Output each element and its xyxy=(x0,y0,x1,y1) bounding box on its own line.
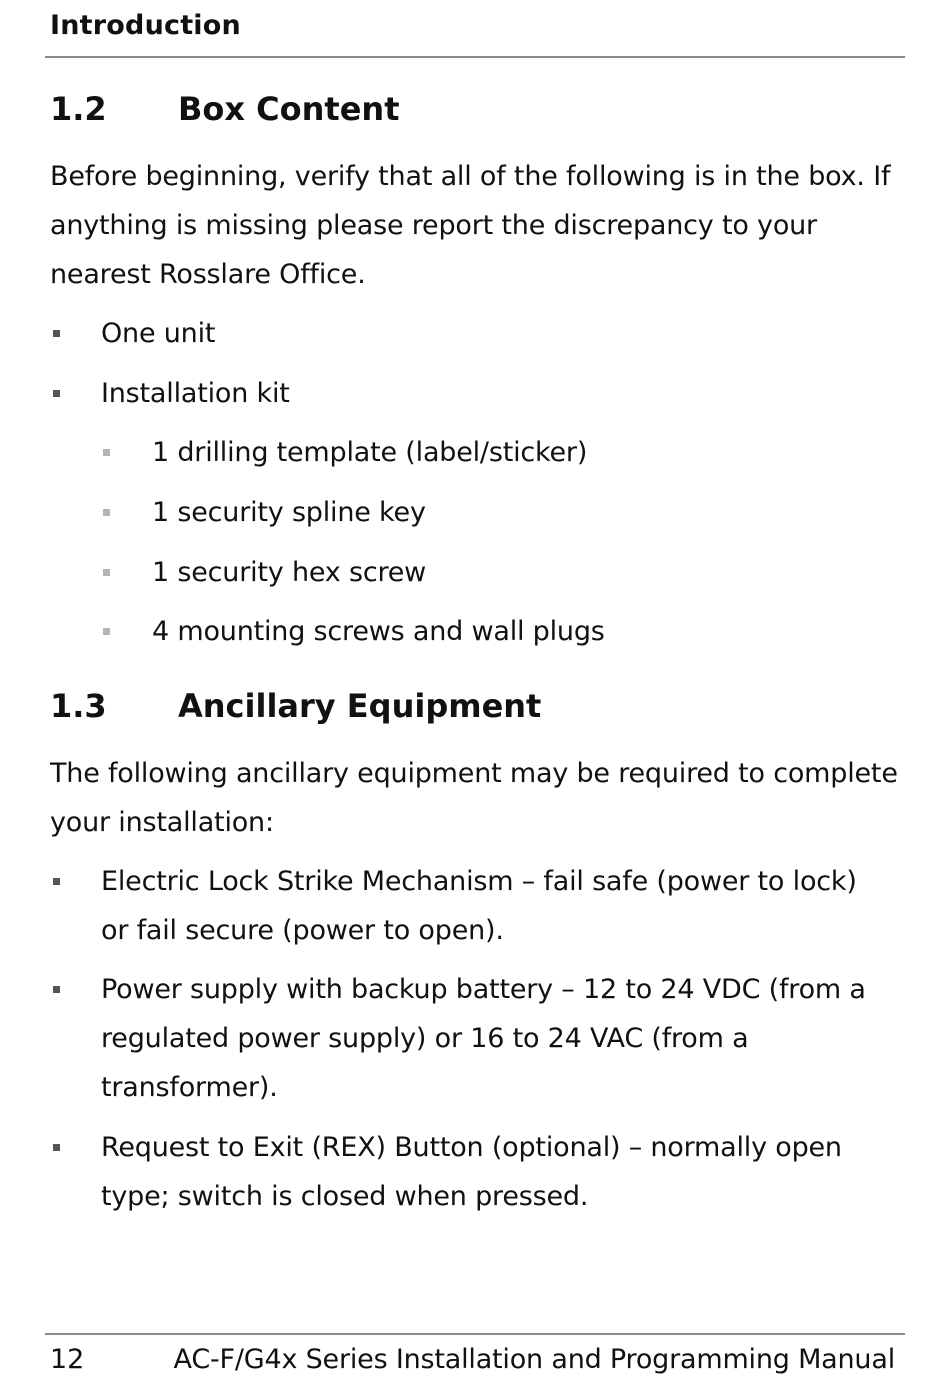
section-number: 1.3 xyxy=(50,687,107,725)
list-item: Request to Exit (REX) Button (optional) – normally open type; switch is closed when pressed. xyxy=(101,1132,842,1212)
manual-title: AC-F/G4x Series Installation and Programming Manual xyxy=(173,1344,895,1375)
page-number: 12 xyxy=(50,1344,85,1375)
header-rule xyxy=(45,56,905,58)
sub-bullet-square-icon xyxy=(103,449,110,456)
sub-bullet-square-icon xyxy=(103,569,110,576)
bullet-square-icon xyxy=(53,330,60,337)
section-title: Box Content xyxy=(178,90,400,128)
list-item: Electric Lock Strike Mechanism – fail safe (power to lock) or fail secure (power to open). xyxy=(101,866,857,946)
running-header: Introduction xyxy=(50,10,241,41)
section-heading-box-content xyxy=(50,90,399,128)
bullet-square-icon xyxy=(53,878,60,885)
sub-list-item: 1 drilling template (label/sticker) xyxy=(152,437,588,468)
list-item: Power supply with backup battery – 12 to 24 VDC (from a regulated power supply) or 16 to 24 VAC (from a transformer). xyxy=(101,974,866,1103)
box-content-intro: Before beginning, verify that all of the following is in the box. If anything is missing please report the discrepancy to your nearest Rosslare Office. xyxy=(50,161,891,290)
bullet-square-icon xyxy=(53,1144,60,1151)
sub-bullet-square-icon xyxy=(103,628,110,635)
list-item: Installation kit xyxy=(101,378,290,409)
bullet-square-icon xyxy=(53,986,60,993)
ancillary-intro: The following ancillary equipment may be required to complete your installation: xyxy=(50,758,898,838)
footer-rule xyxy=(45,1333,905,1335)
sub-list-item: 1 security spline key xyxy=(152,497,426,528)
list-item: One unit xyxy=(101,318,216,349)
section-title: Ancillary Equipment xyxy=(178,687,542,725)
sub-list-item: 1 security hex screw xyxy=(152,557,427,588)
section-number: 1.2 xyxy=(50,90,107,128)
section-heading-ancillary-equipment xyxy=(50,687,541,725)
bullet-square-icon xyxy=(53,390,60,397)
sub-bullet-square-icon xyxy=(103,509,110,516)
sub-list-item: 4 mounting screws and wall plugs xyxy=(152,616,605,647)
